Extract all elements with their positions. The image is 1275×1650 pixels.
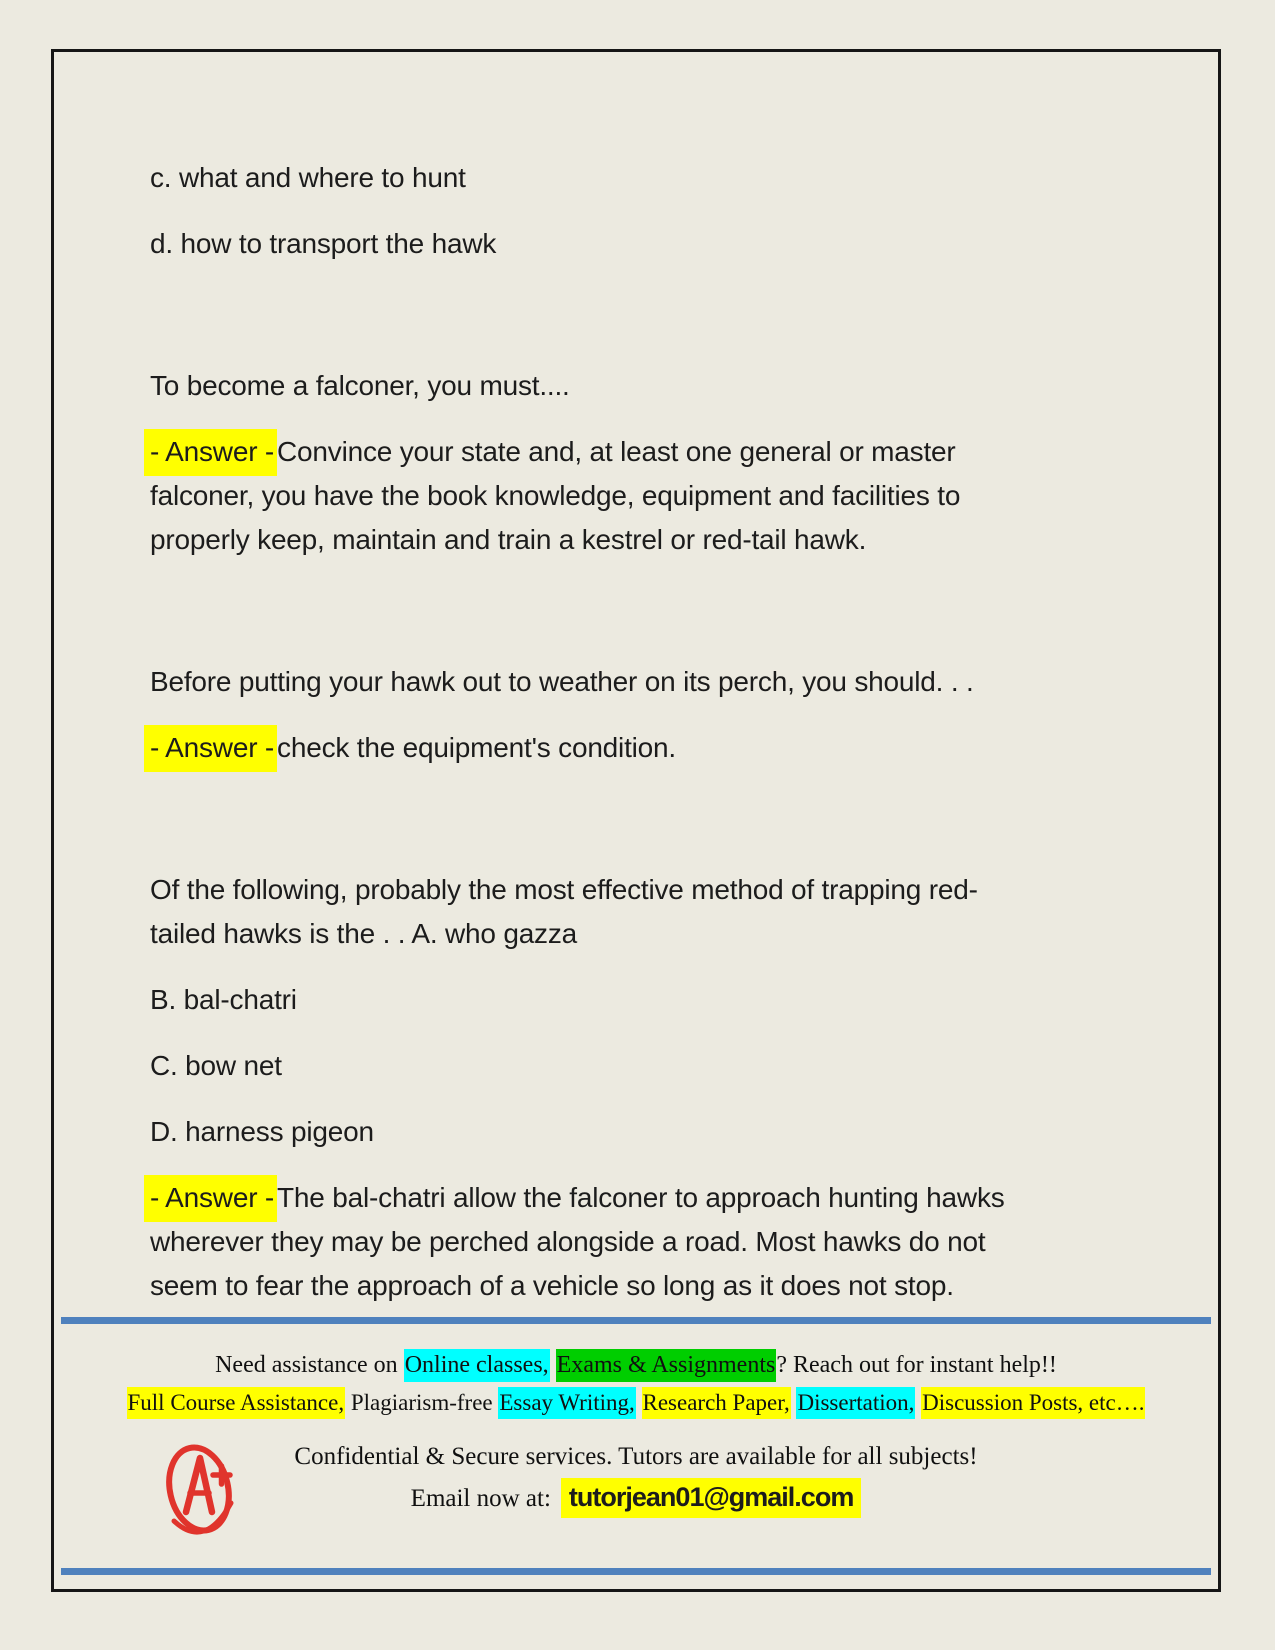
email-line	[101, 1482, 1171, 1513]
answer-text: Convince your state and, at least one general or master	[277, 436, 956, 467]
exams-assignments-highlight: Exams & Assignments	[556, 1349, 777, 1382]
question-text: Of the following, probably the most effective method of trapping red- tailed hawks is the . . A. who gazza	[150, 874, 978, 949]
dissertation-highlight: Dissertation,	[796, 1387, 915, 1419]
research-paper-highlight: Research Paper,	[642, 1387, 791, 1419]
answer-highlight: - Answer -	[144, 429, 277, 476]
email-address: tutorjean01@gmail.com	[561, 1478, 861, 1518]
spacer	[150, 288, 1160, 342]
option-c-text: c. what and where to hunt	[150, 162, 466, 193]
email-label: Email now at:	[410, 1485, 551, 1512]
answer-text: check the equipment's condition.	[277, 732, 677, 763]
option-d-text: d. how to transport the hawk	[150, 228, 497, 259]
footer-bottom-row	[61, 1434, 1211, 1552]
divider-top	[61, 1317, 1211, 1324]
spacer	[150, 792, 1160, 846]
answer-paragraph: - Answer - Convince your state and, at least one general or master falconer, you have the book knowledge, equipment and facilities to properly keep, maintain and train a kestrel or red-tail hawk.	[150, 430, 1160, 562]
confidential-line: Confidential & Secure services. Tutors are available for all subjects!	[294, 1443, 978, 1470]
option-c2: C. bow net	[150, 1050, 282, 1081]
question-text: To become a falconer, you must....	[150, 370, 570, 401]
help-line: Need assistance on Online classes, Exams & Assignments? Reach out for instant help!!	[61, 1349, 1211, 1382]
option-d2: D. harness pigeon	[150, 1116, 374, 1147]
answer-highlight: - Answer -	[144, 1175, 277, 1222]
option-d	[150, 222, 1160, 266]
essay-writing-highlight: Essay Writing,	[498, 1387, 635, 1419]
divider-bottom	[61, 1568, 1211, 1575]
promo-footer	[61, 1317, 1211, 1575]
spacer	[150, 584, 1160, 638]
a-plus-logo	[161, 1436, 241, 1548]
document-page	[51, 49, 1221, 1592]
question-text: Before putting your hawk out to weather on its perch, you should. . .	[150, 666, 974, 697]
discussion-posts-highlight: Discussion Posts, etc….	[921, 1387, 1145, 1419]
full-course-highlight: Full Course Assistance,	[127, 1387, 346, 1419]
answer-text: The bal-chatri allow the falconer to approach hunting hawks	[277, 1182, 1005, 1213]
services-line: Full Course Assistance, Plagiarism-free Essay Writing, Research Paper, Dissertation, Discussion Posts, etc….	[61, 1385, 1211, 1420]
answer-paragraph	[150, 726, 1160, 770]
answer-paragraph: - Answer - The bal-chatri allow the falconer to approach hunting hawks wherever they may be perched alongside a road. Most hawks do not seem to fear the approach of a vehicle so long as it does not stop.	[150, 1176, 1160, 1308]
a-plus-logo-icon	[161, 1436, 241, 1548]
option-b: B. bal-chatri	[150, 984, 297, 1015]
online-classes-highlight: Online classes,	[404, 1349, 550, 1382]
option-c	[150, 156, 1160, 200]
answer-highlight: - Answer -	[144, 725, 277, 772]
question-content	[150, 156, 1160, 1330]
